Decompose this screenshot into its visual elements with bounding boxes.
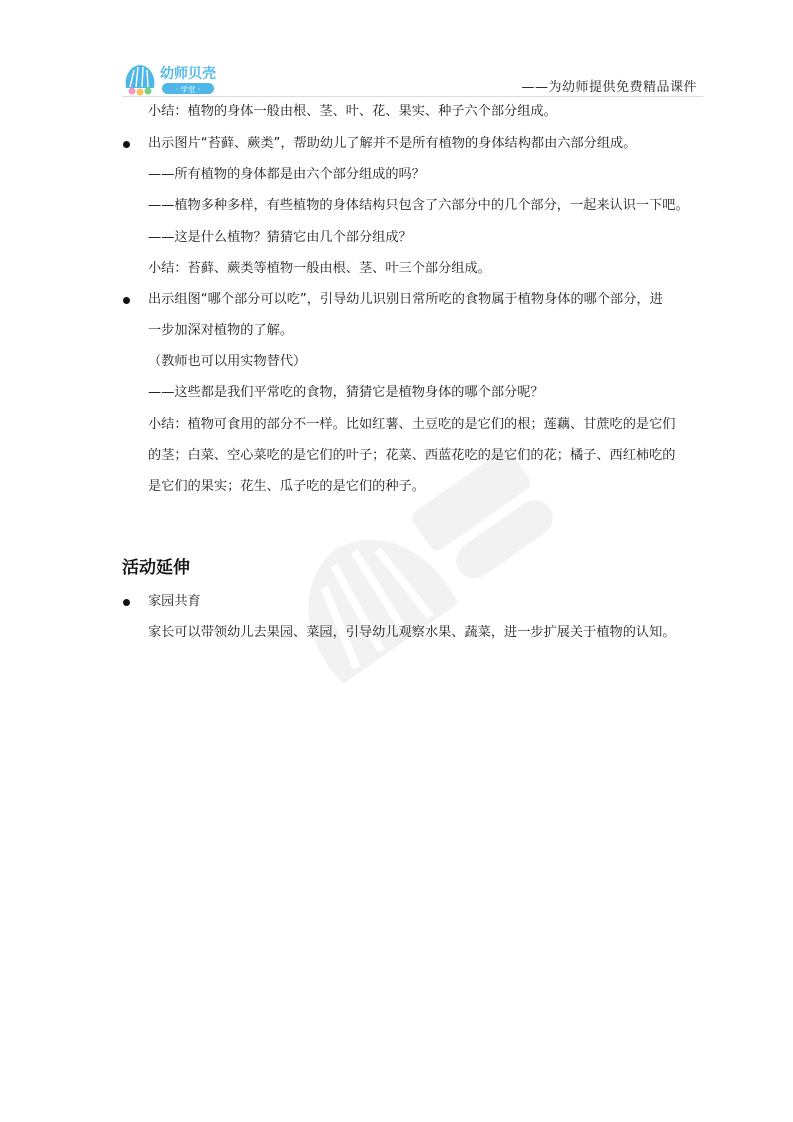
summary-three-parts: 小结：苔藓、蕨类等植物一般由根、茎、叶三个部分组成。 bbox=[148, 261, 491, 276]
shell-icon bbox=[126, 65, 155, 96]
text-parent-guidance: 家长可以带领幼儿去果园、菜园，引导幼儿观察水果、蔬菜，进一步扩展关于植物的认知。 bbox=[148, 625, 676, 640]
bullet-icon bbox=[123, 599, 130, 606]
bullet-moss-fern: 出示图片“苔藓、蕨类”，帮助幼儿了解并不是所有植物的身体结构都由六部分组成。 bbox=[148, 136, 637, 151]
logo-text: 幼师贝壳 bbox=[160, 66, 216, 82]
summary-edible-1: 小结：植物可食用的部分不一样。比如红薯、土豆吃的是它们的根；莲藕、甘蔗吃的是它们 bbox=[148, 417, 676, 432]
question-food-part: ——这些都是我们平常吃的食物，猜猜它是植物身体的哪个部分呢？ bbox=[148, 385, 544, 400]
summary-edible-2: 的茎；白菜、空心菜吃的是它们的叶子；花菜、西蓝花吃的是它们的花；橘子、西红柿吃的 bbox=[148, 448, 676, 463]
logo-subtext: · 学堂 · bbox=[175, 85, 201, 94]
bullet-edible-parts-2: 一步加深对植物的了解。 bbox=[148, 323, 294, 338]
question-what-plant: ——这是什么植物？猜猜它由几个部分组成？ bbox=[148, 230, 412, 245]
header-tagline: ——为幼师提供免费精品课件 bbox=[521, 80, 697, 95]
brand-logo bbox=[122, 58, 232, 98]
bullet-home-school: 家园共育 bbox=[148, 594, 201, 609]
section-title-extension: 活动延伸 bbox=[122, 558, 190, 578]
header-divider bbox=[122, 96, 703, 97]
text-plant-variety: ——植物多种多样，有些植物的身体结构只包含了六部分中的几个部分，一起来认识一下吧。 bbox=[148, 198, 689, 213]
bullet-icon bbox=[123, 141, 130, 148]
summary-edible-3: 是它们的果实；花生、瓜子吃的是它们的种子。 bbox=[148, 479, 425, 494]
bullet-icon bbox=[123, 297, 130, 304]
question-six-parts: ——所有植物的身体都是由六个部分组成的吗？ bbox=[148, 167, 425, 182]
bullet-edible-parts-1: 出示组图“哪个部分可以吃”，引导幼儿识别日常所吃的食物属于植物身体的哪个部分，进 bbox=[148, 292, 663, 307]
teacher-note: （教师也可以用实物替代） bbox=[148, 354, 307, 369]
summary-six-parts: 小结：植物的身体一般由根、茎、叶、花、果实、种子六个部分组成。 bbox=[148, 104, 557, 119]
